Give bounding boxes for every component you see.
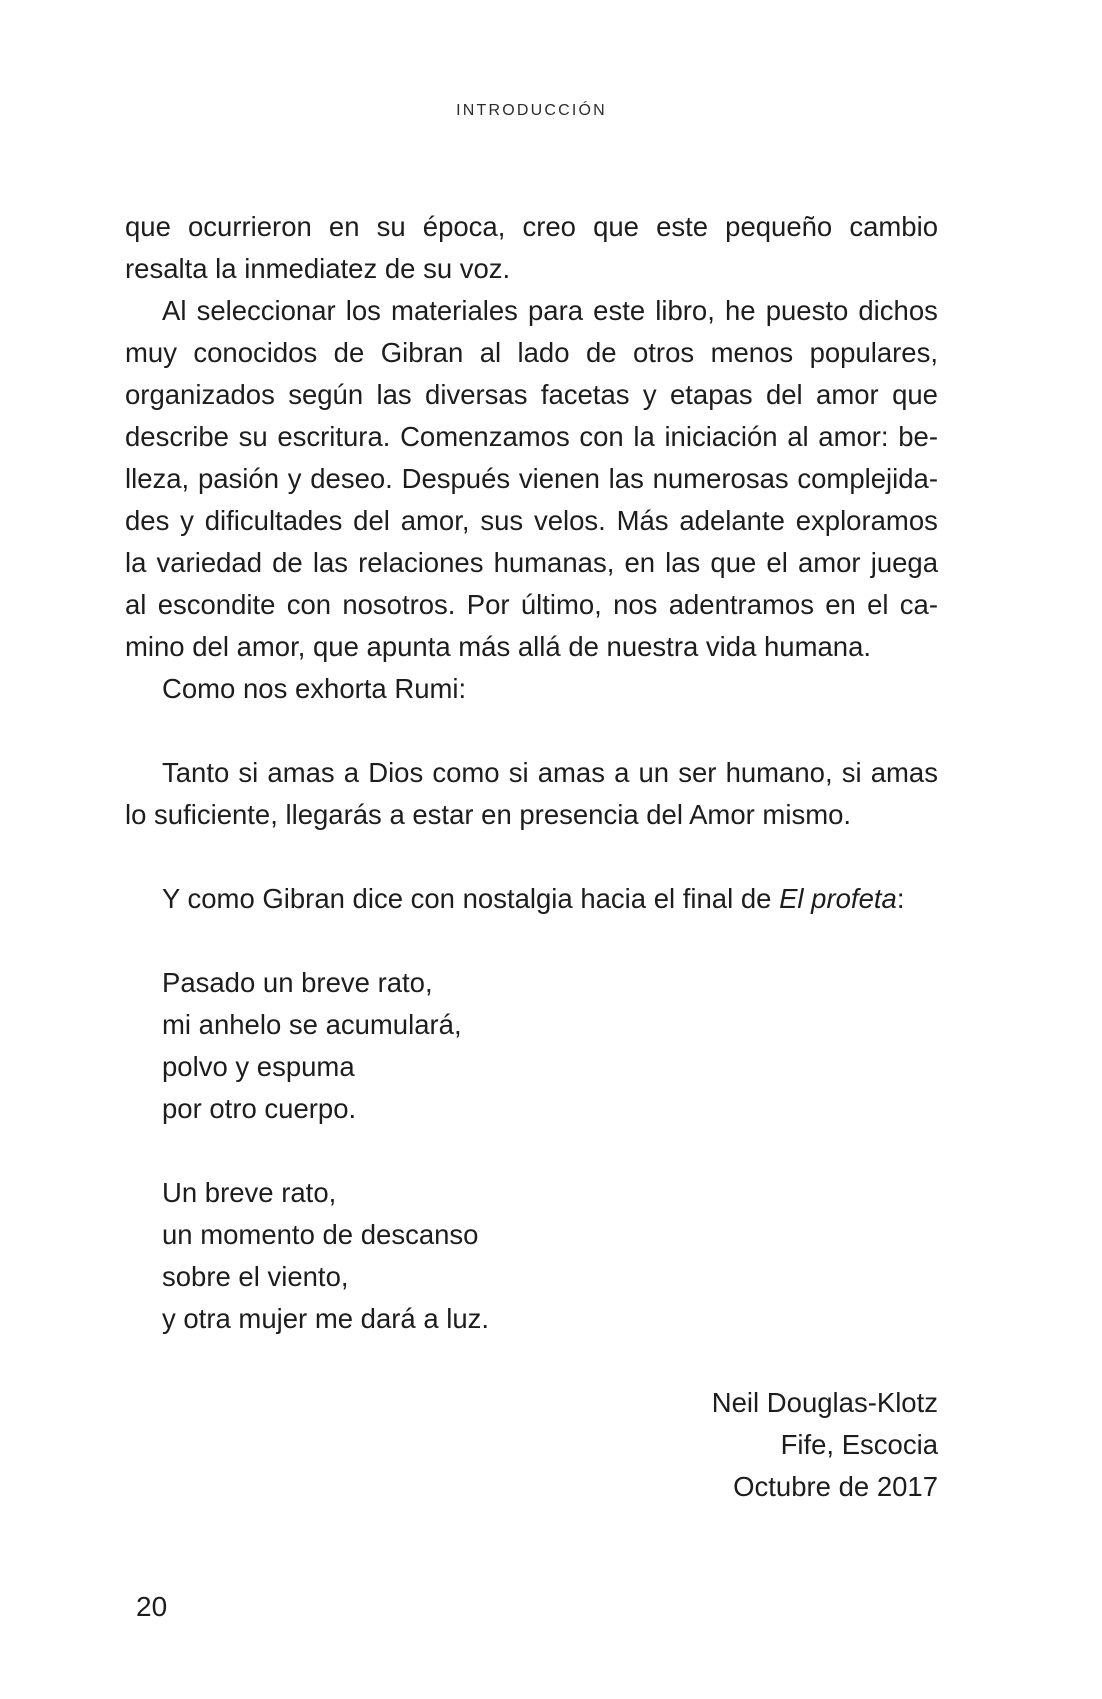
- body-text: [125, 206, 938, 1508]
- poem-line: sobre el viento,: [162, 1261, 349, 1292]
- poem-line: Un breve rato,: [162, 1177, 337, 1208]
- body-line: des y dificultades del amor, sus velos. Más adelante exploramos: [125, 505, 938, 536]
- body-line: Y como Gibran dice con nostalgia hacia el final de El profeta:: [162, 883, 905, 914]
- body-line: describe su escritura. Comenzamos con la iniciación al amor: be-: [125, 421, 938, 452]
- body-line: Como nos exhorta Rumi:: [162, 673, 467, 704]
- body-line: organizados según las diversas facetas y etapas del amor que: [125, 379, 938, 410]
- signature-date: Octubre de 2017: [733, 1471, 938, 1502]
- body-line: resalta la inmediatez de su voz.: [125, 253, 511, 284]
- blank-line: [125, 1130, 938, 1172]
- body-line: lleza, pasión y deseo. Después vienen las numerosas complejida-: [125, 463, 938, 494]
- body-line: muy conocidos de Gibran al lado de otros menos populares,: [125, 337, 938, 368]
- signature-place: Fife, Escocia: [780, 1429, 938, 1460]
- poem-line: polvo y espuma: [162, 1051, 355, 1082]
- body-line: al escondite con nosotros. Por último, nos adentramos en el ca-: [125, 589, 938, 620]
- blank-line: [125, 836, 938, 878]
- page-number: 20: [136, 1591, 168, 1622]
- blank-line: [125, 920, 938, 962]
- poem-line: un momento de descanso: [162, 1219, 479, 1250]
- blank-line: [125, 1340, 938, 1382]
- signature-name: Neil Douglas-Klotz: [711, 1387, 938, 1418]
- body-line: la variedad de las relaciones humanas, en las que el amor juega: [125, 547, 938, 578]
- blank-line: [125, 710, 938, 752]
- quote-line: lo suficiente, llegarás a estar en presencia del Amor mismo.: [125, 799, 852, 830]
- body-line: que ocurrieron en su época, creo que este pequeño cambio: [125, 211, 938, 242]
- poem-line: Pasado un breve rato,: [162, 967, 433, 998]
- poem-line: mi anhelo se acumulará,: [162, 1009, 462, 1040]
- body-line: Al seleccionar los materiales para este libro, he puesto dichos: [162, 295, 938, 326]
- body-line: mino del amor, que apunta más allá de nuestra vida humana.: [125, 631, 872, 662]
- quote-line: Tanto si amas a Dios como si amas a un ser humano, si amas: [162, 757, 938, 788]
- running-head: INTRODUCCIÓN: [456, 102, 607, 119]
- poem-line: por otro cuerpo.: [162, 1093, 357, 1124]
- poem-line: y otra mujer me dará a luz.: [162, 1303, 490, 1334]
